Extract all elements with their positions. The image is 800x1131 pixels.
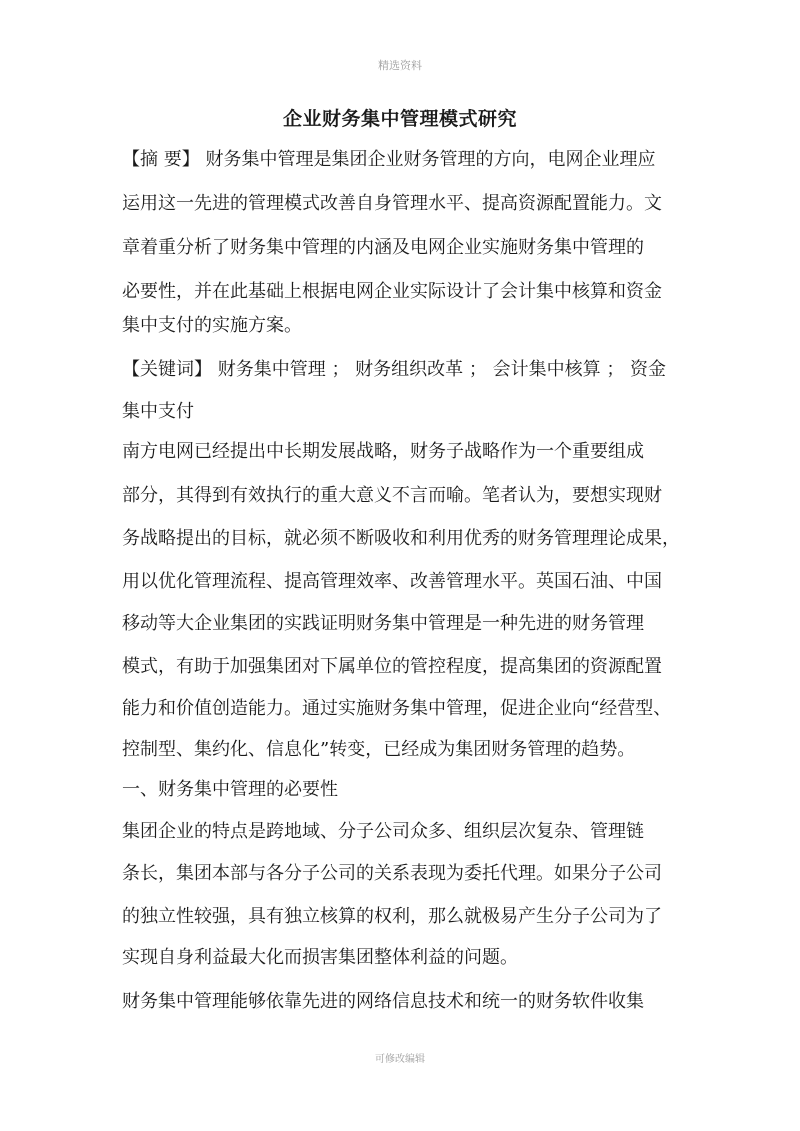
text-line: 实现自身利益最大化而损害集团整体利益的问题。: [122, 947, 518, 968]
page-footer: 可修改编辑: [375, 1054, 425, 1065]
text-line: 务战略提出的目标，就必须不断吸收和利用优秀的财务管理理论成果，: [122, 528, 680, 549]
text-line: 运用这一先进的管理模式改善自身管理水平、提高资源配置能力。文: [122, 193, 662, 214]
text-line: 【关键词】 财务集中管理 ； 财务组织改革 ； 会计集中核算 ； 资金: [122, 359, 667, 380]
text-line: 用以优化管理流程、提高管理效率、改善管理水平。英国石油、中国: [122, 571, 662, 592]
text-line: 财务集中管理能够依靠先进的网络信息技术和统一的财务软件收集: [122, 991, 644, 1012]
text-line: 集中支付的实施方案。: [122, 315, 302, 336]
page-header: 精选资料: [378, 59, 422, 72]
text-line: 控制型、集约化、信息化”转变，已经成为集团财务管理的趋势。: [122, 739, 636, 760]
text-line: 必要性，并在此基础上根据电网企业实际设计了会计集中核算和资金: [122, 281, 662, 302]
document-title: 企业财务集中管理模式研究: [282, 108, 517, 130]
text-line: 模式，有助于加强集团对下属单位的管控程度，提高集团的资源配置: [122, 656, 662, 677]
text-line: 移动等大企业集团的实践证明财务集中管理是一种先进的财务管理: [122, 613, 644, 634]
text-line: 集中支付: [122, 401, 194, 422]
text-line: 条长，集团本部与各分子公司的关系表现为委托代理。如果分子公司: [122, 863, 662, 884]
text-line: 的独立性较强，具有独立核算的权利，那么就极易产生分子公司为了: [122, 906, 662, 927]
text-line: 南方电网已经提出中长期发展战略，财务子战略作为一个重要组成: [122, 441, 644, 462]
text-line: 【摘 要】 财务集中管理是集团企业财务管理的方向，电网企业理应: [122, 149, 656, 170]
text-line: 能力和价值创造能力。通过实施财务集中管理，促进企业向“经营型、: [122, 698, 672, 719]
text-line: 部分，其得到有效执行的重大意义不言而喻。笔者认为，要想实现财: [122, 485, 662, 506]
text-line: 章着重分析了财务集中管理的内涵及电网企业实施财务集中管理的: [122, 237, 644, 258]
text-line: 集团企业的特点是跨地域、分子公司众多、组织层次复杂、管理链: [122, 821, 644, 842]
section-heading: 一、财务集中管理的必要性: [122, 779, 338, 800]
